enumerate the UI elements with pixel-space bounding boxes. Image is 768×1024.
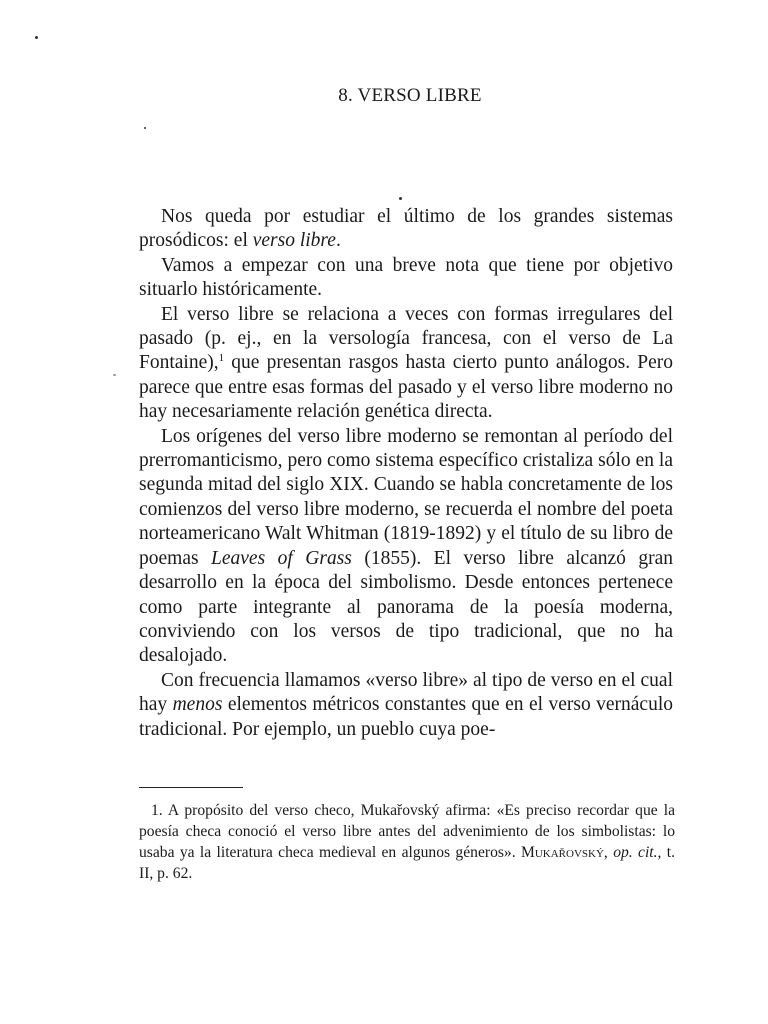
footnote-run: 1. A propósito del verso checo, Mukařovský afirma: «Es preciso recordar que la poesía checa conoció el verso libre antes del advenimiento de los simbolistas: lo usaba ya la literatura checa medieval en algunos géneros».	[139, 802, 675, 861]
footnote-run: ,	[603, 844, 614, 861]
paragraph-1-run: .	[335, 230, 341, 252]
footnote-run: Mukařovský	[520, 844, 604, 861]
paragraph-2	[139, 254, 673, 303]
paragraph-3-run: que presentan rasgos hasta cierto punto análogos. Pero parece que entre esas formas del pasado y el verso libre moderno no hay necesariamente relación genética directa.	[139, 352, 673, 423]
paragraph-1-run: verso libre	[252, 230, 336, 252]
paragraph-5	[139, 669, 673, 742]
paragraph-4	[139, 425, 673, 669]
paragraph-3	[139, 303, 673, 425]
paragraph-2-run: Vamos a empezar con una breve nota que tiene por objetivo situarlo históricamente.	[139, 254, 673, 301]
paragraph-5-run: Con frecuencia llamamos «verso libre» al tipo de verso en el cual hay	[139, 669, 673, 716]
paragraph-4-run: Leaves of Grass	[211, 547, 352, 569]
paragraph-3-run: El verso libre se relaciona a veces con formas irregulares del pasado (p. ej., en la versología francesa, con el verso de La Fontaine),	[139, 303, 673, 374]
paragraph-4-run: (1855). El verso libre alcanzó gran desarrollo en la época del simbolismo. Desde entonces pertenece como parte integrante al panorama de la poesía moderna, conviviendo con los versos de tipo tradicional, que no ha desalojado.	[139, 547, 673, 667]
paragraph-4-run: Los orígenes del verso libre moderno se remontan al período del prerromanticismo, pero como sistema específico cristaliza sólo en la segunda mitad del siglo	[139, 425, 673, 496]
footnote-rule	[139, 787, 243, 788]
paragraph-3-run: 1	[218, 352, 225, 365]
paragraph-1-run: Nos queda por estudiar el último de los grandes sistemas prosódicos: el	[139, 206, 673, 252]
paragraph-5-run: menos	[172, 694, 223, 716]
paragraph-1	[139, 205, 673, 254]
footnote-run: op. cit.	[613, 844, 658, 861]
paragraph-5-run: elementos métricos constantes que en el verso vernáculo tradicional. Por ejemplo, un pueblo cuya poe-	[139, 694, 674, 740]
paragraph-4-run: . Cuando se habla concretamente de los comienzos del verso libre moderno, se recuerda el nombre del poeta norteamericano Walt Whitman (1819-1892) y el título de su libro de poemas	[139, 474, 673, 569]
paragraph-4-run: XIX	[329, 474, 364, 496]
footnote-run: , t. II, p. 62.	[139, 844, 676, 882]
footnote-text	[139, 800, 675, 884]
chapter-title: 8. VERSO LIBRE	[338, 85, 482, 106]
body-text	[139, 205, 673, 742]
footnote	[139, 800, 675, 884]
